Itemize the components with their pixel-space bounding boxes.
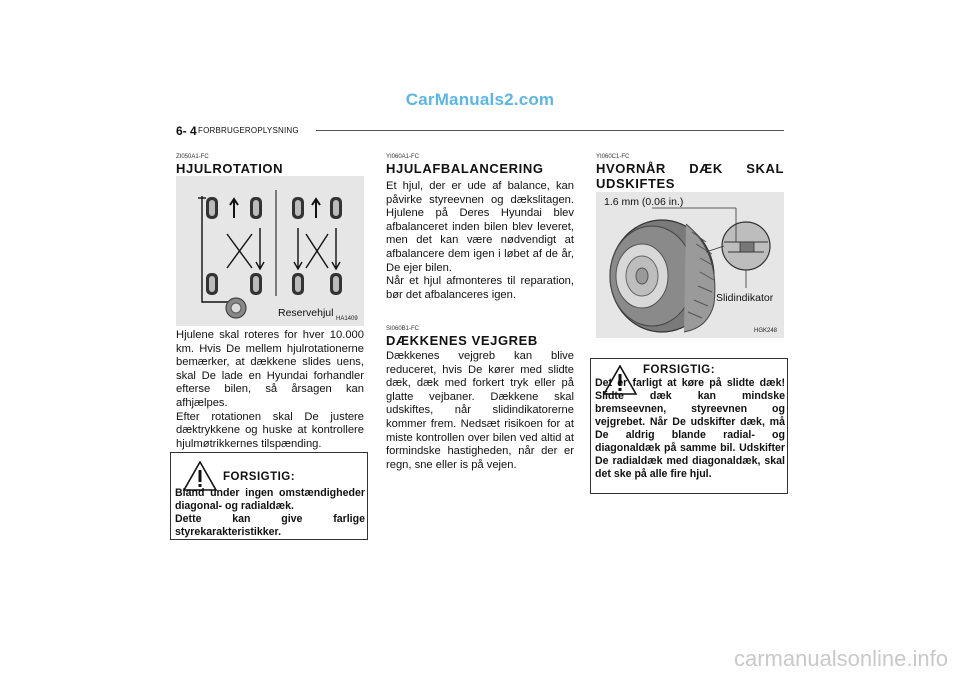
tire-rotation-diagram xyxy=(176,176,364,326)
section-title: HJULAFBALANCERING xyxy=(386,161,544,176)
tire-icon xyxy=(206,197,218,219)
header-rule xyxy=(316,130,784,131)
tire-icon xyxy=(292,273,304,295)
section-code: SI060B1-FC xyxy=(386,326,420,332)
figure-code: HGK248 xyxy=(754,328,778,334)
warning-text: Det er farligt at køre på slidte dæk! Slidte dæk kan mindske bremseevnen, styreevnen og vejgrebet. Når De udskifter dæk, må De aldrig blande radial- og diagonaldæk på samme bil. Udskifter De radialdæk med diagonaldæk, skal det ske på alle fire hjul. xyxy=(595,377,785,480)
measurement-label: 1.6 mm (0.06 in.) xyxy=(604,196,684,208)
watermark-top: CarManuals2.com xyxy=(405,90,555,109)
wear-indicator-label: Slidindikator xyxy=(716,292,774,304)
tire-icon xyxy=(330,273,342,295)
body-paragraph: Hjulene skal roteres for hver 10.000 km. Hvis De mellem hjulrotationerne bemærker, at dækkene slides uens, skal De lade en Hyundai forhandler efterse bilen, så årsagen kan afhjælpes. Efter rotationen skal De justere dæktrykkene og huske at kontrollere hjulmøtrikkernes tilspænding. xyxy=(176,329,364,450)
section-title: HJULROTATION xyxy=(176,161,284,176)
section-code: YI060A1-FC xyxy=(386,154,420,160)
section-title: DÆKKENES VEJGREB xyxy=(386,333,538,348)
watermark-bottom: carmanualsonline.info xyxy=(733,646,948,671)
page-number: 6- 4 xyxy=(176,124,197,138)
warning-title: FORSIGTIG: xyxy=(643,364,716,376)
warning-box xyxy=(170,452,368,540)
section-code: YI060C1-FC xyxy=(596,154,630,160)
tread-wear-figure xyxy=(596,192,784,338)
tire-wear-diagram xyxy=(596,192,784,338)
tire-icon xyxy=(250,273,262,295)
tire-icon xyxy=(292,197,304,219)
tire-icon xyxy=(330,197,342,219)
warning-title: FORSIGTIG: xyxy=(223,471,296,483)
tire-icon xyxy=(206,273,218,295)
warning-text: Bland under ingen omstændigheder diagonal- og radialdæk. Dette kan give farlige styrekarakteristikker. xyxy=(175,487,365,538)
warning-box xyxy=(590,358,788,494)
section-title: HVORNÅR DÆK SKAL UDSKIFTES xyxy=(596,161,784,191)
figure-code: HA1409 xyxy=(336,316,358,322)
body-paragraph: Et hjul, der er ude af balance, kan påvirke styreevnen og dækslitagen. Hjulene på Deres Hyundai blev afbalanceret inden bilen blev leveret, men det kan være nødvendigt at afbalancere dem igen i løbet af de år, De ejer bilen. Når et hjul afmonteres til reparation, bør det afbalanceres igen. xyxy=(386,180,574,301)
tire-icon xyxy=(250,197,262,219)
section-code: ZI050A1-FC xyxy=(176,154,209,160)
section-name: FORBRUGEROPLYSNING xyxy=(198,126,299,135)
spare-wheel-label: Reservehjul xyxy=(278,307,334,319)
body-paragraph: Dækkenes vejgreb kan blive reduceret, hvis De kører med slidte dæk, dæk med forkert tryk eller på glatte vejbaner. Dækkene skal udskiftes, når slidindikatorerne kommer frem. Nedsæt risikoen for at miste kontrollen over bilen ved altid at formindske hastigheden, når der er regn, sne eller is på vejen. xyxy=(386,350,574,471)
tire-rotation-figure xyxy=(176,176,364,326)
